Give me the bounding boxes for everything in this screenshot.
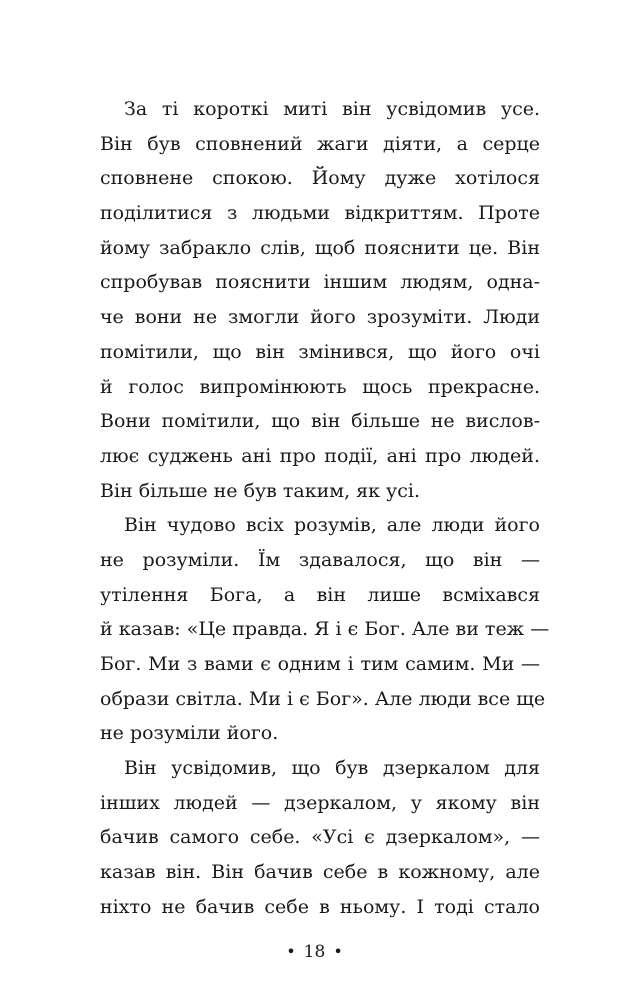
- bullet-right: •: [333, 942, 343, 961]
- text-line: спробував пояснити іншим людям, одна-: [100, 271, 540, 294]
- text-line: образи світла. Ми і є Бог». Але люди все ще: [100, 687, 546, 710]
- text-line: Бог. Ми з вами є одним і тим самим. Ми —: [100, 653, 540, 675]
- body-text: [100, 92, 550, 925]
- page-number: 18: [303, 942, 326, 962]
- text-line: інших людей — дзеркалом, у якому він: [100, 791, 540, 814]
- text-line: не розуміли його.: [100, 722, 279, 745]
- text-line: лює суджень ані про події, ані про людей.: [100, 444, 540, 467]
- bullet-left: •: [286, 942, 296, 961]
- text-line: Він чудово всіх розумів, але люди його: [124, 514, 540, 537]
- text-line: Він більше не був таким, як усі.: [100, 479, 420, 502]
- text-line: й голос випромінюють щось прекрасне.: [100, 375, 540, 398]
- text-line: й казав: «Це правда. Я і є Бог. Але ви теж —: [100, 618, 550, 641]
- page-footer: [0, 941, 629, 963]
- text-line: Він був сповнений жаги діяти, а серце: [100, 132, 540, 155]
- text-line: Він усвідомив, що був дзеркалом для: [124, 757, 540, 780]
- text-line: че вони не змогли його зрозуміти. Люди: [100, 306, 540, 329]
- text-line: бачив самого себе. «Усі є дзеркалом», —: [100, 826, 540, 849]
- text-line: ніхто не бачив себе в ньому. І тоді стало: [100, 895, 540, 918]
- text-line: поділитися з людьми відкриттям. Проте: [100, 202, 540, 225]
- text-line: казав він. Він бачив себе в кожному, але: [100, 861, 540, 884]
- text-line: За ті короткі миті він усвідомив усе.: [124, 98, 540, 120]
- text-line: помітили, що він змінився, що його очі: [100, 340, 540, 363]
- text-line: утілення Бога, а він лише всміхався: [100, 583, 540, 606]
- text-line: йому забракло слів, щоб пояснити це. Він: [100, 236, 540, 259]
- text-line: не розуміли. Їм здавалося, що він —: [100, 548, 540, 571]
- text-line: Вони помітили, що він більше не вислов-: [100, 410, 540, 433]
- text-line: сповнене спокою. Йому дуже хотілося: [100, 167, 540, 190]
